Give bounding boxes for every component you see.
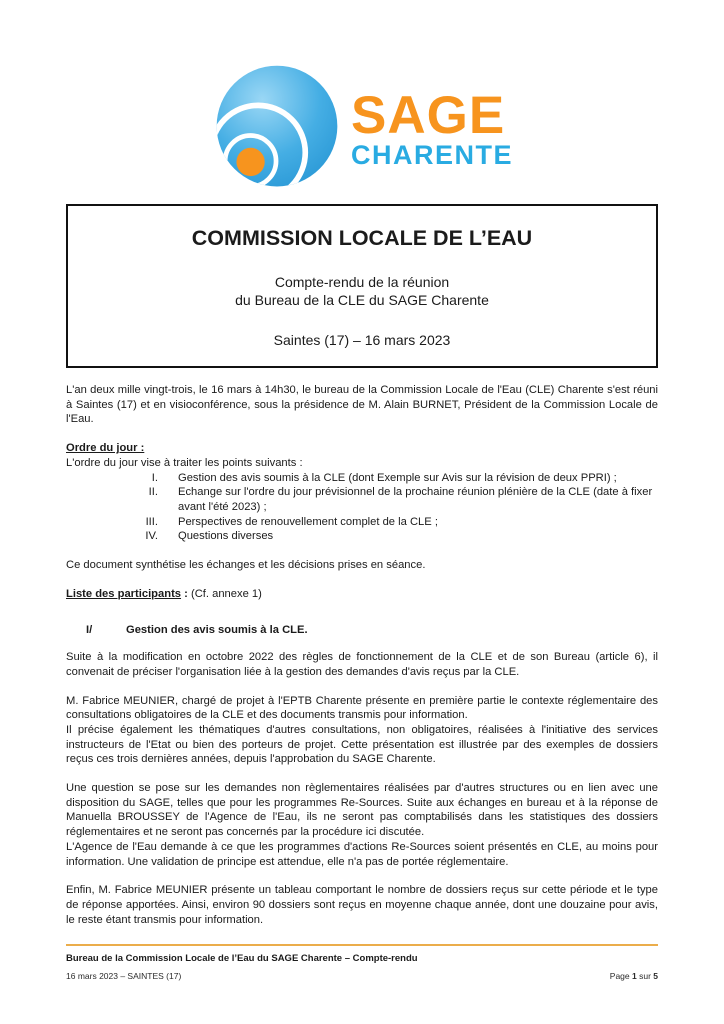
footer-page-total: 5 [653,971,658,981]
meeting-date-line: Saintes (17) – 16 mars 2023 [273,332,451,348]
agenda-heading: Ordre du jour : [66,442,145,455]
section-1-paragraph-4: Enfin, M. Fabrice MEUNIER présente un tableau comportant le nombre de dossiers reçus sur cette période et le type de réponse apportées. Ainsi, environ 90 dossiers sont reçus en moyenne chaque année, dont une douzaine pour avis, le reste étant transmis pour information. [66,884,658,926]
agenda-item-2 [66,485,658,514]
subtitle-line-1: Compte-rendu de la réunion [274,274,450,290]
footer-page-current: 1 [632,971,637,981]
participants-ref: (Cf. annexe 1) [190,587,262,600]
intro-paragraph: L'an deux mille vingt-trois, le 16 mars à 14h30, le bureau de la Commission Locale de l'Eau (CLE) Charente s'est réuni à Saintes (17) et en visioconférence, sous la présidence de M. Alain BURNET, Président de la Commission Locale de l'Eau. [66,384,658,426]
participants-label: Liste des participants [66,587,182,600]
section-1-paragraph-3a: Une question se pose sur les demandes non règlementaires réalisées par d'autres structures ou en lien avec une disposition du SAGE, telles que pour les programmes Re-Sources. Suite aux échanges en bureau et à la réponse de Manuella BROUSSEY de l'Agence de l'Eau, ils ne seront pas comptabilisés dans les statistiques des dossiers réglementaires et ne seront pas concernés par la procédure ici discutée. [66,782,658,839]
participants-colon: : [181,587,191,600]
agenda-item-4-text: Questions diverses [178,530,274,543]
footer-date-place: 16 mars 2023 – SAINTES (17) [66,971,182,981]
document-body [66,383,658,927]
section-1-number: I/ [86,624,93,637]
section-1-paragraph-2a: M. Fabrice MEUNIER, chargé de projet à l'EPTB Charente présente en première partie le contexte réglementaire des consultations obligatoires de la CLE et des documents transmis pour information. [66,694,658,722]
section-1-paragraph-2b: Il précise également les thématiques d'autres consultations, non obligatoires, réalisées à l'initiative des services instructeurs de l'Etat ou bien des porteurs de projet. Cette présentation est illustrée par des exemples de dossiers reçus ces trois dernières années, depuis l'approbation du SAGE Charente. [66,723,658,766]
agenda-item-1-number: I. [151,471,158,484]
agenda-item-1-text: Gestion des avis soumis à la CLE (dont Exemple sur Avis sur la révision de deux PPRI) ; [178,471,617,484]
agenda-item-2-number: II. [148,486,158,499]
section-1-title: Gestion des avis soumis à la CLE. [126,624,308,637]
subtitle-line-2: du Bureau de la CLE du SAGE Charente [235,292,489,308]
footer-document-title: Bureau de la Commission Locale de l’Eau du SAGE Charente – Compte-rendu [66,953,418,964]
agenda-item-3 [66,515,658,530]
footer-page-prefix: Page [609,971,632,981]
section-1-heading [66,623,658,638]
water-sphere-logo-icon [211,62,343,194]
agenda-item-3-number: III. [145,515,158,528]
title-box [66,204,658,368]
agenda-intro: L'ordre du jour vise à traiter les points suivants : [66,456,303,469]
agenda-item-1 [66,471,658,486]
document-subtitle [68,273,656,309]
agenda-item-3-text: Perspectives de renouvellement complet de la CLE ; [178,515,438,528]
footer-page-separator: sur [636,971,654,981]
sage-charente-logo [211,62,513,194]
participants-line [66,587,658,602]
logo-text-charente: CHARENTE [350,140,514,171]
agenda-item-4 [66,529,658,544]
footer-meta-row [66,971,658,981]
logo-text-sage: SAGE [350,86,506,146]
document-title: COMMISSION LOCALE DE L’EAU [191,226,533,250]
footer-rule [66,944,658,946]
section-1-paragraph-1: Suite à la modification en octobre 2022 des règles de fonctionnement de la CLE et de son Bureau (article 6), il convenait de préciser l'organisation liée à la gestion des demandes d'avis reçus par la CLE. [66,651,658,678]
logo-wordmark [350,86,514,171]
agenda-item-2-text: Echange sur l'ordre du jour prévisionnel de la prochaine réunion plénière de la CLE (date à fixer avant l'été 2023) ; [178,486,653,513]
section-1-paragraph-3b: L'Agence de l'Eau demande à ce que les programmes d'actions Re-Sources soient présentés en CLE, au moins pour information. Une validation de principe est attendue, elle n'a pas de portée réglementaire. [66,840,658,868]
synthesis-note: Ce document synthétise les échanges et les décisions prises en séance. [66,559,426,572]
footer-page-counter [610,971,658,981]
agenda-list [66,471,658,545]
agenda-item-4-number: IV. [145,530,158,543]
